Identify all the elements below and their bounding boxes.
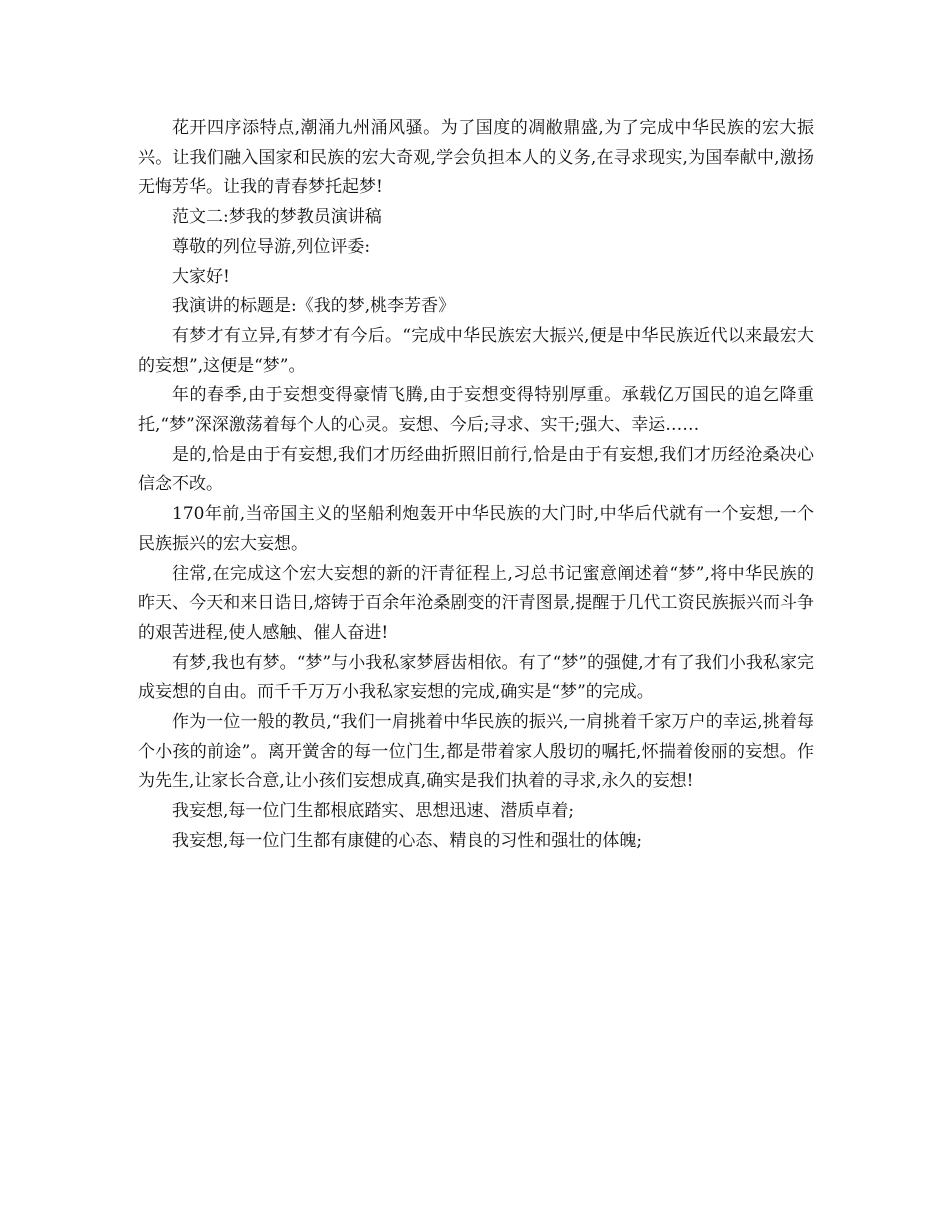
salutation: 尊敬的列位导游,列位评委: <box>172 236 371 257</box>
greeting: 大家好! <box>172 266 230 287</box>
paragraph: 有梦,我也有梦。“梦”与小我私家梦唇齿相依。有了“梦”的强健,才有了我们小我私家完成妄想的自由。而千千万万小我私家妄想的完成,确实是“梦”的完成。 <box>138 652 814 703</box>
paragraph: 170年前,当帝国主义的坚船利炮轰开中华民族的大门时,中华后代就有一个妄想,一个民族振兴的宏大妄想。 <box>138 504 814 554</box>
paragraph: 我妄想,每一位门生都根底踏实、思想迅速、潜质卓着; <box>172 801 575 822</box>
paragraph: 是的,恰是由于有妄想,我们才历经曲折照旧前行,恰是由于有妄想,我们才历经沧桑决心信念不改。 <box>138 444 814 495</box>
speech-title-line: 我演讲的标题是:《我的梦,桃李芳香》 <box>172 296 456 317</box>
paragraph: 有梦才有立异,有梦才有今后。“完成中华民族宏大振兴,便是中华民族近代以来最宏大的妄想”,这便是“梦”。 <box>138 325 814 376</box>
paragraph: 年的春季,由于妄想变得豪情飞腾,由于妄想变得特别厚重。承载亿万国民的追乞降重托,“梦”深深激荡着每个人的心灵。妄想、今后;寻求、实干;强大、幸运…… <box>138 385 814 436</box>
paragraph: 花开四序添特点,潮涌九州涌风骚。为了国度的凋敝鼎盛,为了完成中华民族的宏大振兴。让我们融入国家和民族的宏大奇观,学会负担本人的义务,在寻求现实,为国奉献中,激扬无悔芳华。让我的青春梦托起梦! <box>138 118 814 198</box>
document-body <box>138 114 814 857</box>
section-heading: 范文二:梦我的梦教员演讲稿 <box>172 207 382 228</box>
paragraph: 我妄想,每一位门生都有康健的心态、精良的习性和强壮的体魄; <box>172 830 643 851</box>
paragraph: 作为一位一般的教员,“我们一肩挑着中华民族的振兴,一肩挑着千家万户的幸运,挑着每个小孩的前途”。离开黉舍的每一位门生,都是带着家人殷切的嘱托,怀揣着俊丽的妄想。作为先生,让家长合意,让小孩们妄想成真,确实是我们执着的寻求,永久的妄想! <box>138 712 814 792</box>
paragraph: 往常,在完成这个宏大妄想的新的汗青征程上,习总书记蜜意阐述着“梦”,将中华民族的昨天、今天和来日诰日,熔铸于百余年沧桑剧变的汗青图景,提醒于几代工资民族振兴而斗争的艰苦进程,使人感触、催人奋进! <box>138 563 814 643</box>
